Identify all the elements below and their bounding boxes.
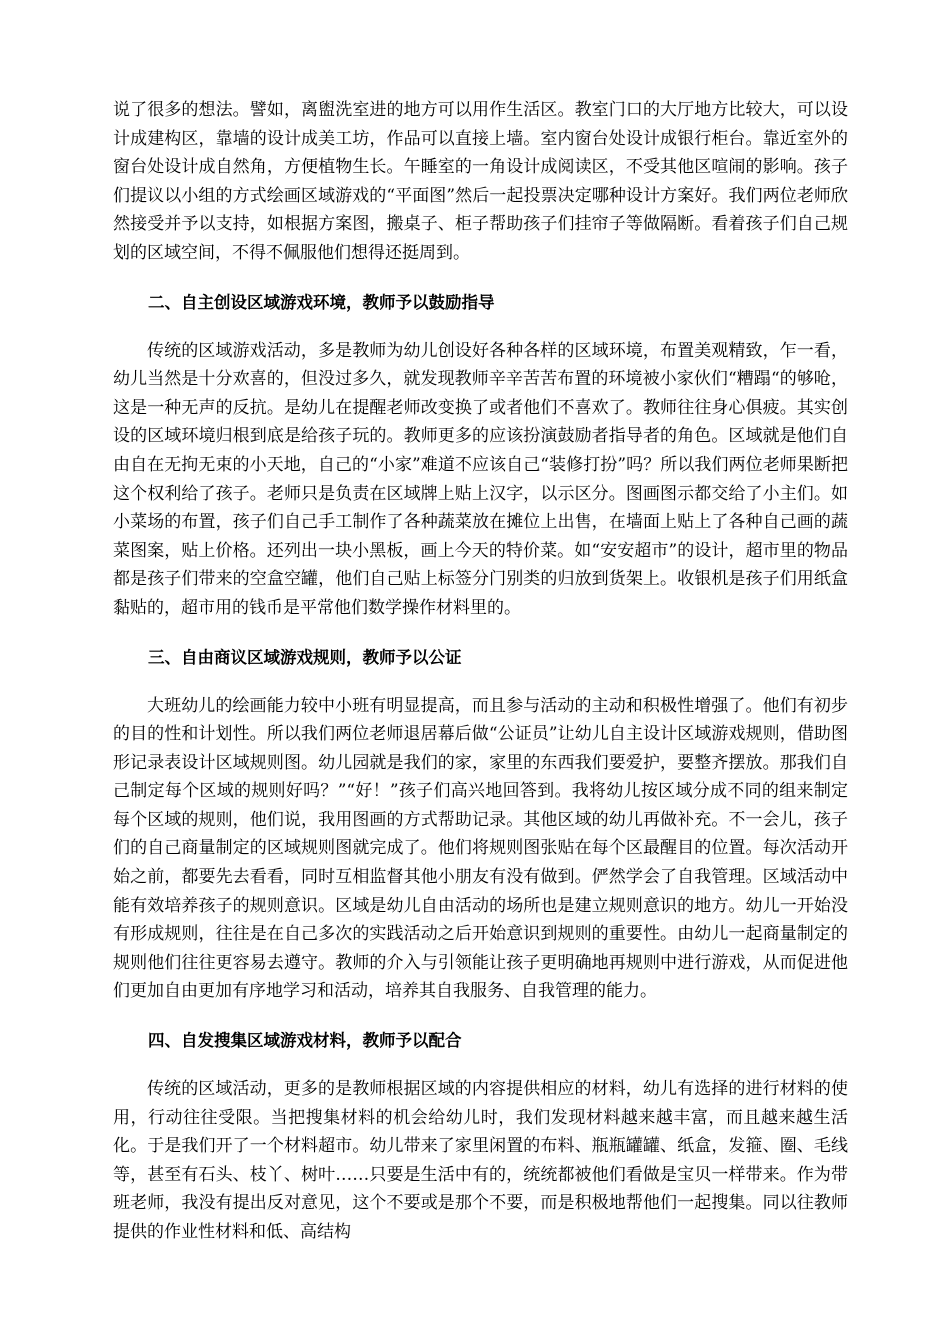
- document-page: [113, 96, 848, 1247]
- spacer: [113, 317, 848, 337]
- spacer: [113, 623, 848, 644]
- section-heading-2: 二、自主创设区域游戏环境，教师予以鼓励指导: [148, 292, 495, 312]
- section-heading-3: 三、自由商议区域游戏规则，教师予以公证: [148, 647, 462, 667]
- paragraph-section-3: 大班幼儿的绘画能力较中小班有明显提高，而且参与活动的主动和积极性增强了。他们有初步的目的性和计划性。所以我们两位老师退居幕后做“公证员”让幼儿自主设计区域游戏规则，借助图形记录表设计区域规则图。幼儿园就是我们的家，家里的东西我们要爱护，要整齐摆放。那我们自己制定每个区域的规则好吗？”“好！”孩子们高兴地回答到。我将幼儿按区域分成不同的组来制定每个区域的规则，他们说，我用图画的方式帮助记录。其他区域的幼儿再做补充。不一会儿，孩子们的自己商量制定的区域规则图就完成了。他们将规则图张贴在每个区最醒目的位置。每次活动开始之前，都要先去看看，同时互相监督其他小朋友有没有做到。俨然学会了自我管理。区域活动中能有效培养孩子的规则意识。区域是幼儿自由活动的场所也是建立规则意识的地方。幼儿一开始没有形成规则，往往是在自己多次的实践活动之后开始意识到规则的重要性。由幼儿一起商量制定的规则他们往往更容易去遵守。教师的介入与引领能让孩子更明确地再规则中进行游戏，从而促进他们更加自由更加有序地学习和活动，培养其自我服务、自我管理的能力。: [113, 695, 848, 1002]
- spacer: [113, 1006, 848, 1027]
- spacer: [113, 672, 848, 692]
- paragraph-section-4: 传统的区域活动，更多的是教师根据区域的内容提供相应的材料，幼儿有选择的进行材料的使用，行动往往受限。当把搜集材料的机会给幼儿时，我们发现材料越来越丰富，而且越来越生活化。于是我们开了一个材料超市。幼儿带来了家里闲置的布料、瓶瓶罐罐、纸盒，发箍、圈、毛线等，甚至有石头、枝丫、树叶……只要是生活中有的，统统都被他们看做是宝贝一样带来。作为带班老师，我没有提出反对意见，这个不要或是那个不要，而是积极地帮他们一起搜集。同以往教师提供的作业性材料和低、高结构: [113, 1079, 848, 1242]
- spacer: [113, 1055, 848, 1075]
- spacer: [113, 268, 848, 289]
- section-heading-4: 四、自发搜集区域游戏材料，教师予以配合: [148, 1031, 462, 1051]
- paragraph-intro-continued: 说了很多的想法。譬如，离盥洗室进的地方可以用作生活区。教室门口的大厅地方比较大，可以设计成建构区，靠墙的设计成美工坊，作品可以直接上墙。室内窗台处设计成银行柜台。靠近室外的窗台处设计成自然角，方便植物生长。午睡室的一角设计成阅读区，不受其他区喧闹的影响。孩子们提议以小组的方式绘画区域游戏的“平面图”然后一起投票决定哪种设计方案好。我们两位老师欣然接受并予以支持，如根据方案图，搬桌子、柜子帮助孩子们挂帘子等做隔断。看着孩子们自己规划的区域空间，不得不佩服他们想得还挺周到。: [113, 100, 848, 263]
- paragraph-section-2: 传统的区域游戏活动，多是教师为幼儿创设好各种各样的区域环境，布置美观精致，乍一看，幼儿当然是十分欢喜的，但没过多久，就发现教师辛辛苦苦布置的环境被小家伙们“糟蹋“的够呛，这是一种无声的反抗。是幼儿在提醒老师改变换了或者他们不喜欢了。教师往往身心俱疲。其实创设的区域环境归根到底是给孩子玩的。教师更多的应该扮演鼓励者指导者的角色。区域就是他们自由自在无拘无束的小天地，自己的“小家”难道不应该自己“装修打扮”吗？所以我们两位老师果断把这个权利给了孩子。老师只是负责在区域牌上贴上汉字，以示区分。图画图示都交给了小主们。如小菜场的布置，孩子们自己手工制作了各种蔬菜放在摊位上出售，在墙面上贴上了各种自己画的蔬菜图案，贴上价格。还列出一块小黑板，画上今天的特价菜。如“安安超市”的设计，超市里的物品都是孩子们带来的空盒空罐，他们自己贴上标签分门别类的归放到货架上。收银机是孩子们用纸盒黏贴的，超市用的钱币是平常他们数学操作材料里的。: [113, 340, 848, 618]
